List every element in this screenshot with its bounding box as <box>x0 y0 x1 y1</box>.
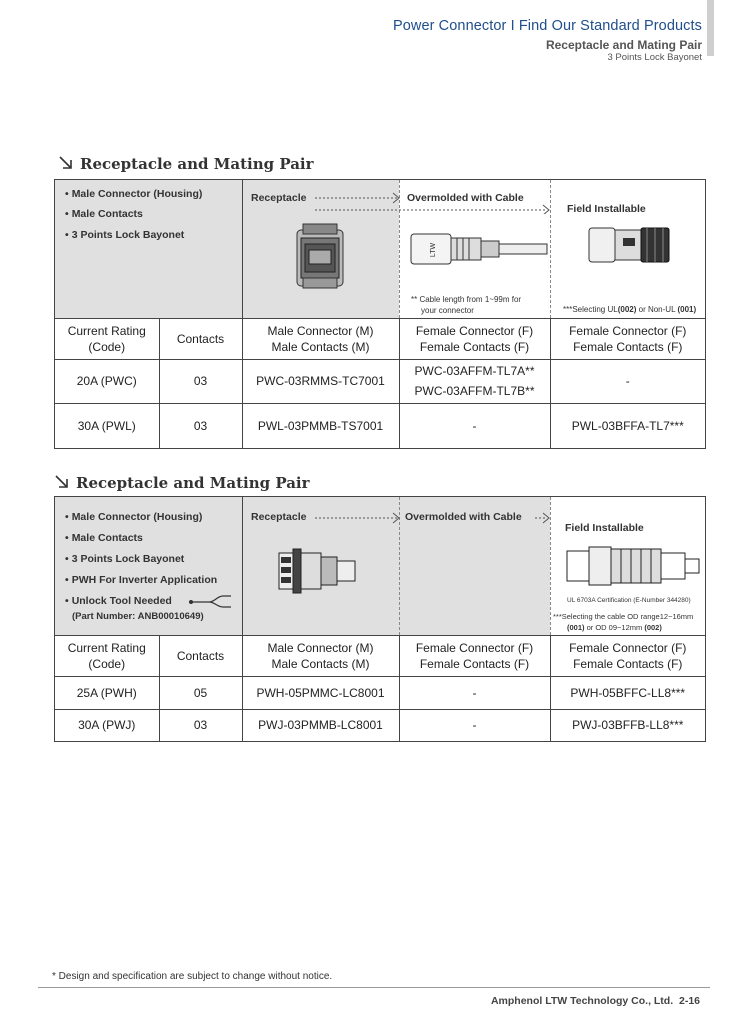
overmolded-part-cell: - <box>399 403 550 448</box>
arrow-down-right-icon <box>54 475 70 489</box>
page-number: 2-16 <box>678 995 700 1007</box>
bullet: • PWH For Inverter Application <box>65 574 217 586</box>
male-part-cell: PWJ-03PMMB-LC8001 <box>242 709 399 741</box>
disclaimer: * Design and specification are subject to change without notice. <box>52 971 333 982</box>
rating-cell: 30A (PWL) <box>55 403 159 448</box>
section-1-panel <box>55 180 705 319</box>
table-row <box>55 359 705 403</box>
dashed-arrow-long-icon <box>313 204 553 214</box>
contacts-cell: 05 <box>159 676 242 709</box>
section-1-title-text: Receptacle and Mating Pair <box>80 155 314 173</box>
ul-selection-note <box>563 304 696 315</box>
header-cell: Male Connector (M) Male Contacts (M) <box>242 319 399 359</box>
ul-cert-note: UL 6703A Certification (E-Number 344280) <box>567 597 691 604</box>
table-header-row <box>55 319 705 359</box>
header-subtitle: Receptacle and Mating Pair <box>545 38 702 52</box>
receptacle-label: Receptacle <box>251 511 307 523</box>
header-cell: Male Connector (M) Male Contacts (M) <box>242 636 399 676</box>
header-cell: Female Connector (F) Female Contacts (F) <box>550 636 705 676</box>
section-2-box <box>54 496 706 742</box>
header-title: Power Connector I Find Our Standard Products <box>392 18 702 34</box>
header-cell: Female Connector (F) Female Contacts (F) <box>550 319 705 359</box>
section-1-box <box>54 179 706 449</box>
note-text: ***Selecting the cable OD range12~16mm <box>553 612 694 621</box>
overmolded-cable-image <box>407 228 549 270</box>
header-cell: Contacts <box>159 636 242 676</box>
field-part-cell: - <box>550 359 705 403</box>
od-selection-note <box>553 611 693 633</box>
contacts-cell: 03 <box>159 709 242 741</box>
bullet: • Male Connector (Housing) <box>65 188 202 200</box>
field-part-cell: PWH-05BFFC-LL8*** <box>550 676 705 709</box>
header-cell: Current Rating (Code) <box>55 636 159 676</box>
male-part-cell: PWH-05PMMC-LC8001 <box>242 676 399 709</box>
header-cell: Contacts <box>159 319 242 359</box>
field-installable-image <box>563 543 703 589</box>
header-cell: Female Connector (F) Female Contacts (F) <box>399 319 550 359</box>
bullet: • 3 Points Lock Bayonet <box>65 553 184 565</box>
field-part-cell: PWL-03BFFA-TL7*** <box>550 403 705 448</box>
cable-length-note <box>411 294 521 316</box>
header-tab-bar <box>707 0 714 56</box>
arrow-down-right-icon <box>58 156 74 170</box>
note-code: (002) <box>644 623 662 632</box>
contacts-cell: 03 <box>159 403 242 448</box>
overmolded-label: Overmolded with Cable <box>407 192 524 204</box>
overmolded-part-cell: - <box>399 676 550 709</box>
dashed-arrow-short-icon <box>533 511 553 525</box>
field-installable-label: Field Installable <box>567 203 646 215</box>
bullet: • Male Contacts <box>65 208 143 220</box>
note-text: or OD 09~12mm <box>584 623 645 632</box>
bullet: • Male Contacts <box>65 532 143 544</box>
bullet: • Unlock Tool Needed <box>65 595 172 607</box>
note-text: or Non-UL <box>636 305 678 314</box>
receptacle-image <box>285 222 355 292</box>
section-1-title <box>58 155 314 173</box>
footer-company <box>491 995 700 1007</box>
note-text: ***Selecting UL <box>563 305 618 314</box>
table-row <box>55 403 705 448</box>
overmolded-part-cell: PWC-03AFFM-TL7A** PWC-03AFFM-TL7B** <box>399 359 550 403</box>
note-code: (001) <box>677 305 697 314</box>
note-code: (002) <box>617 305 637 314</box>
header-cell: Current Rating (Code) <box>55 319 159 359</box>
note-line: ** Cable length from 1~99m for <box>411 295 522 304</box>
table-row <box>55 676 705 709</box>
part-number: (Part Number: ANB00010649) <box>72 611 204 622</box>
unlock-tool-icon <box>187 593 233 609</box>
male-part-cell: PWL-03PMMB-TS7001 <box>242 403 399 448</box>
bullet: • Male Connector (Housing) <box>65 511 202 523</box>
section-1-table <box>55 319 705 448</box>
section-2-panel <box>55 497 705 636</box>
field-installable-image <box>583 220 675 270</box>
overmolded-part-cell: - <box>399 709 550 741</box>
field-installable-label: Field Installable <box>565 522 644 534</box>
note-line: your connector <box>421 306 474 315</box>
section-2-title-text: Receptacle and Mating Pair <box>76 474 310 492</box>
overmolded-label: Overmolded with Cable <box>405 511 522 523</box>
header-cell: Female Connector (F) Female Contacts (F) <box>399 636 550 676</box>
table-row <box>55 709 705 741</box>
section-2-table <box>55 636 705 741</box>
contacts-cell: 03 <box>159 359 242 403</box>
section-2-title <box>54 474 310 492</box>
bullet: • 3 Points Lock Bayonet <box>65 229 184 241</box>
dashed-arrow-icon <box>313 511 405 525</box>
rating-cell: 20A (PWC) <box>55 359 159 403</box>
footer-divider <box>38 987 710 988</box>
male-part-cell: PWC-03RMMS-TC7001 <box>242 359 399 403</box>
company-name: Amphenol LTW Technology Co., Ltd. <box>490 995 674 1007</box>
table-header-row <box>55 636 705 676</box>
field-part-cell: PWJ-03BFFB-LL8*** <box>550 709 705 741</box>
header-subsubtitle: 3 Points Lock Bayonet <box>607 52 702 63</box>
receptacle-label: Receptacle <box>251 192 307 204</box>
rating-cell: 25A (PWH) <box>55 676 159 709</box>
rating-cell: 30A (PWJ) <box>55 709 159 741</box>
svg-text:LTW: LTW <box>430 242 437 258</box>
receptacle-image <box>277 547 359 595</box>
note-code: (001) <box>567 623 585 632</box>
